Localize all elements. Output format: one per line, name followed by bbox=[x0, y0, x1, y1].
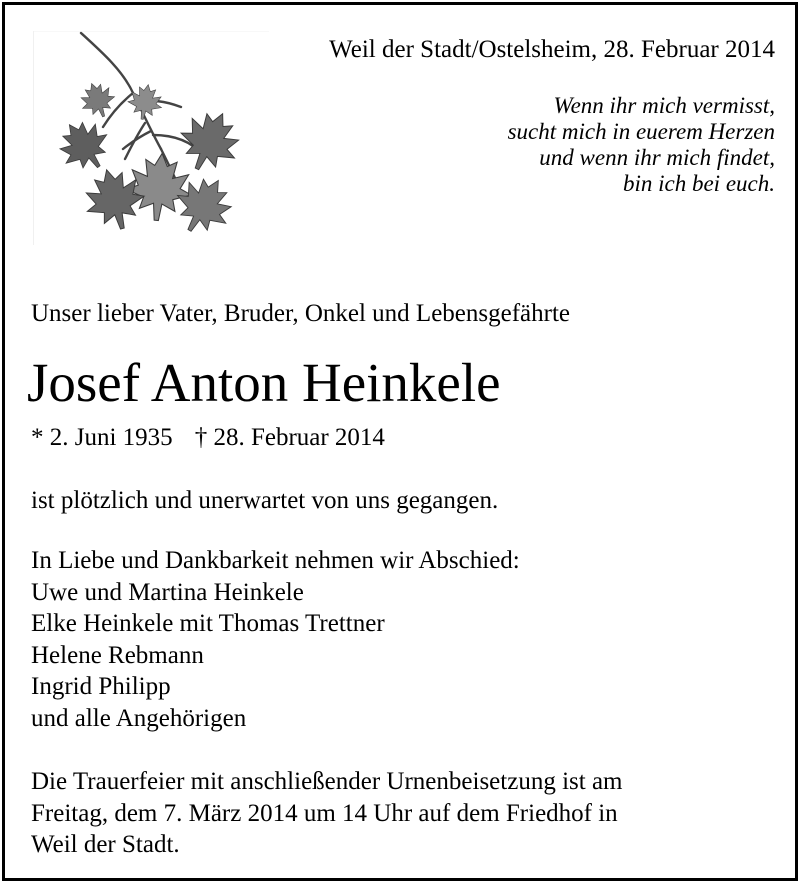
birth-date: * 2. Juni 1935 bbox=[31, 424, 173, 451]
mourner-name: Ingrid Philipp bbox=[31, 673, 171, 700]
mourner-name: Elke Heinkele mit Thomas Trettner bbox=[31, 610, 385, 637]
maple-leaves-icon bbox=[33, 31, 269, 245]
mourner-name: und alle Angehörigen bbox=[31, 704, 247, 732]
mourner-name: Helene Rebmann bbox=[31, 641, 204, 669]
life-dates bbox=[31, 423, 385, 453]
poem-line: sucht mich in euerem Herzen bbox=[507, 119, 775, 144]
mourners-heading: In Liebe und Dankbarkeit nehmen wir Abschied: bbox=[31, 547, 520, 574]
poem-line: und wenn ihr mich findet, bbox=[539, 145, 775, 170]
funeral-info bbox=[31, 766, 622, 861]
poem-line: bin ich bei euch. bbox=[622, 171, 775, 196]
obituary-notice bbox=[2, 2, 798, 881]
poem bbox=[508, 93, 775, 197]
funeral-line: Freitag, dem 7. März 2014 um 14 Uhr auf dem Friedhof in bbox=[31, 799, 618, 827]
funeral-line: Weil der Stadt. bbox=[31, 831, 180, 858]
place-date: Weil der Stadt/Ostelsheim, 28. Februar 2014 bbox=[329, 36, 775, 63]
funeral-line: Die Trauerfeier mit anschließender Urnenbeisetzung ist am bbox=[31, 768, 623, 795]
poem-line: Wenn ihr mich vermisst, bbox=[553, 93, 775, 118]
mourner-name: Uwe und Martina Heinkele bbox=[31, 578, 304, 606]
intro-text: Unser lieber Vater, Bruder, Onkel und Lebensgefährte bbox=[31, 300, 571, 327]
passing-text: ist plötzlich und unerwartet von uns gegangen. bbox=[31, 487, 499, 514]
death-date: † 28. Februar 2014 bbox=[194, 424, 385, 451]
mourners-block bbox=[31, 545, 520, 734]
deceased-name: Josef Anton Heinkele bbox=[27, 352, 501, 413]
